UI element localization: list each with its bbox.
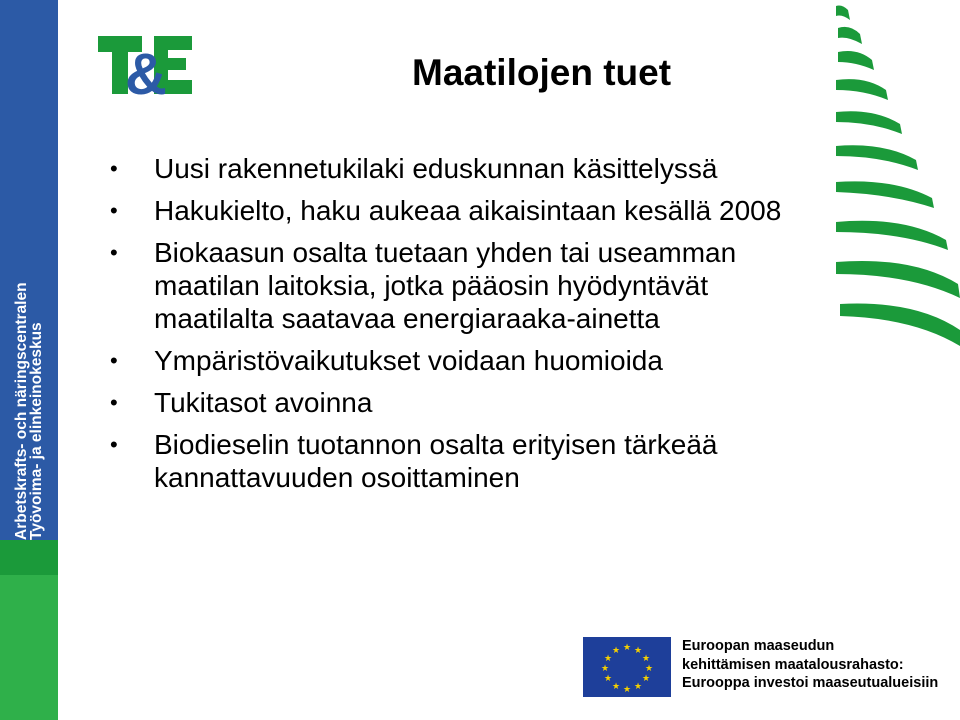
eu-fund-caption [682,637,938,693]
svg-text:★: ★ [622,643,632,653]
sidebar-line-swedish: Arbetskrafts- och näringscentralen [13,282,30,540]
bullet-text: Uusi rakennetukilaki eduskunnan käsittelyssä [154,153,718,184]
svg-text:★: ★ [633,646,643,656]
bullet-icon: • [110,156,118,181]
slide-title: Maatilojen tuet [412,52,672,93]
svg-text:★: ★ [611,646,621,656]
list-item [110,344,830,377]
list-item [110,428,830,494]
svg-text:★: ★ [611,682,621,692]
svg-text:★: ★ [603,674,613,684]
svg-text:★: ★ [641,654,651,664]
bullet-list [110,152,830,503]
svg-text:★: ★ [603,654,613,664]
list-item [110,194,830,227]
bullet-text: Ympäristövaikutukset voidaan huomioida [154,345,663,376]
bullet-icon: • [110,390,118,415]
bullet-text: Tukitasot avoinna [154,387,373,418]
decorative-stripes [820,0,960,370]
list-item [110,386,830,419]
svg-text:★: ★ [633,682,643,692]
bullet-text: Hakukielto, haku aukeaa aikaisintaan kesällä 2008 [154,195,782,226]
list-item [110,152,830,185]
sidebar-line-finnish: Työvoima- ja elinkeinokeskus [28,322,45,540]
eu-line-3: Eurooppa investoi maaseutualueisiin [682,675,939,691]
bullet-icon: • [110,432,118,457]
bullet-icon: • [110,240,118,265]
sidebar-organisation-name [14,20,44,540]
te-logo [96,30,196,100]
sidebar-lightgreen-block [0,575,58,720]
svg-text:★: ★ [644,664,654,674]
svg-text:★: ★ [641,674,651,684]
bullet-text: Biokaasun osalta tuetaan yhden tai useamman maatilan laitoksia, jotka pääosin hyödyntävät maatilalta saatavaa energiaraaka-ainetta [154,237,737,334]
list-item [110,236,830,335]
bullet-icon: • [110,198,118,223]
svg-text:★: ★ [600,664,610,674]
eu-flag-icon [583,637,671,697]
eu-line-1: Euroopan maaseudun [682,638,835,654]
svg-text:★: ★ [622,685,632,695]
bullet-icon: • [110,348,118,373]
bullet-text: Biodieselin tuotannon osalta erityisen tärkeää kannattavuuden osoittaminen [154,429,718,493]
eu-line-2: kehittämisen maatalousrahasto: [682,656,904,673]
svg-text:&: & [125,42,167,100]
